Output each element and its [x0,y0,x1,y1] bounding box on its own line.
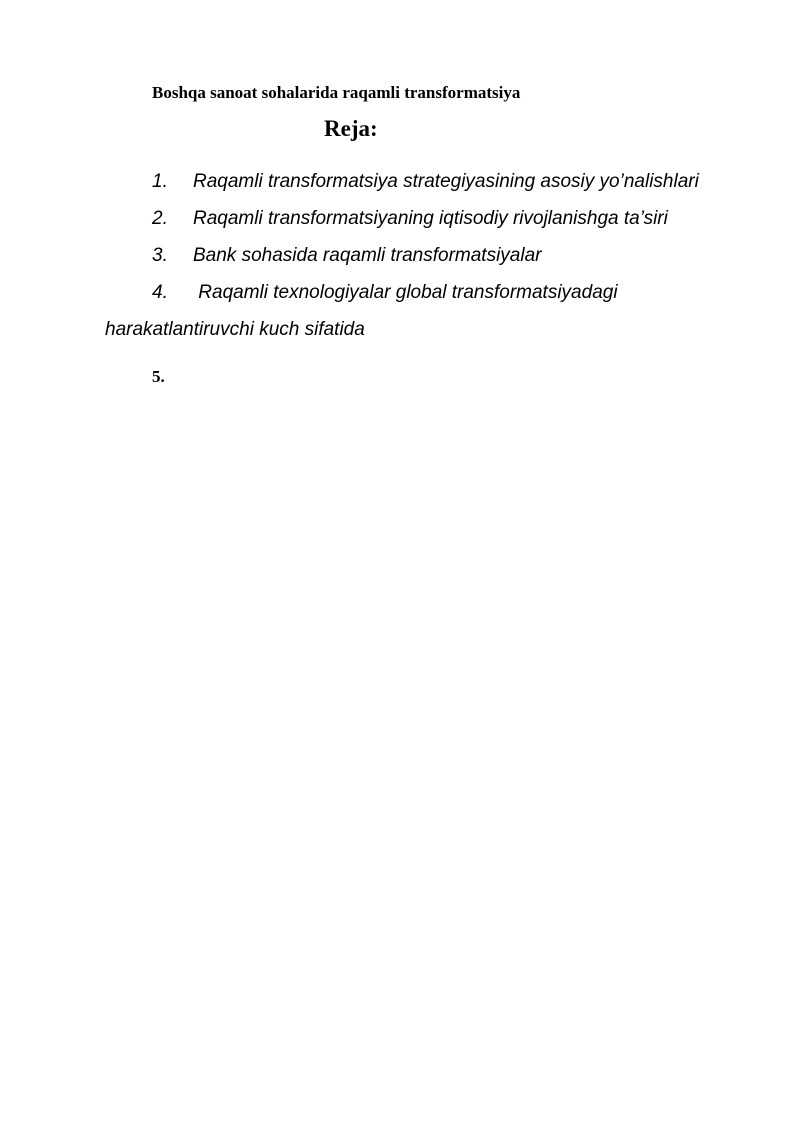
plan-item-continuation: harakatlantiruvchi kuch sifatida [105,319,365,340]
document-title: Boshqa sanoat sohalarida raqamli transformatsiya [152,83,521,102]
plan-heading: Reja: [324,116,378,141]
plan-item-number: 1. [152,171,168,192]
plan-item-text: Raqamli texnologiyalar global transformatsiyadagi [193,282,618,303]
plan-item-number: 4. [152,282,168,303]
plan-item-number: 2. [152,208,168,229]
plan-item-text: Raqamli transformatsiyaning iqtisodiy rivojlanishga ta’siri [193,208,668,229]
plan-item-number: 5. [152,367,165,386]
plan-item-text: Raqamli transformatsiya strategiyasining asosiy yo’nalishlari [193,171,699,192]
plan-item-number: 3. [152,245,168,266]
plan-item-text: Bank sohasida raqamli transformatsiyalar [193,245,542,266]
